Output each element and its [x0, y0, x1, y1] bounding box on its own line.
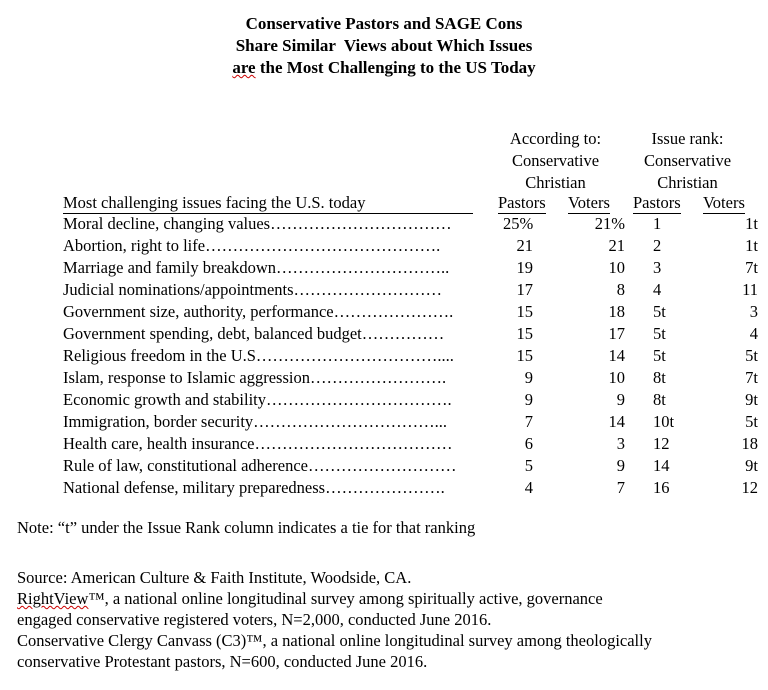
table-row	[63, 236, 763, 258]
pastors-rank-cell: 10t	[653, 412, 675, 431]
table-row	[63, 390, 763, 412]
pastors-rank-column-header: Pastors	[633, 193, 681, 212]
voters-rank-cell: 5t	[745, 346, 758, 365]
voters-percent-cell: 21	[608, 236, 625, 255]
source-line-1: Source: American Culture & Faith Institute, Woodside, CA.	[17, 568, 412, 587]
issue-cell: Abortion, right to life…………………………………….	[63, 236, 441, 255]
title-line-3-rest: the Most Challenging to the US Today	[255, 58, 536, 77]
voters-percent-cell: 8	[616, 280, 625, 299]
source-line-5: conservative Protestant pastors, N=600, conducted June 2016.	[17, 652, 428, 671]
pastors-rank-cell: 1	[653, 214, 662, 233]
source-line-2	[17, 588, 652, 609]
pastors-percent-cell: 6	[524, 434, 533, 453]
table-row	[63, 324, 763, 346]
group2-line-2: Conservative	[643, 151, 732, 170]
issue-cell: Rule of law, constitutional adherence………………………	[63, 456, 457, 475]
c3-name: Conservative Clergy Canvass (C3)	[17, 631, 247, 650]
pastors-rank-cell: 5t	[653, 346, 666, 365]
pastors-rank-cell: 14	[653, 456, 670, 475]
issue-cell: Health care, health insurance………………………………	[63, 434, 453, 453]
table-row	[63, 456, 763, 478]
table-row	[63, 434, 763, 456]
voters-percent-cell: 14	[608, 346, 625, 365]
issue-cell: Economic growth and stability…………………………….	[63, 390, 452, 409]
voters-percent-cell: 10	[608, 368, 625, 387]
table-row	[63, 280, 763, 302]
title-line-3	[0, 57, 768, 79]
issue-cell: Marriage and family breakdown…………………………..	[63, 258, 450, 277]
group2-line-3: Christian	[657, 173, 718, 192]
pastors-percent-cell: 15	[516, 324, 533, 343]
group2-line-1: Issue rank:	[651, 129, 724, 148]
pastors-rank-cell: 12	[653, 434, 670, 453]
issue-column-header: Most challenging issues facing the U.S. today	[63, 193, 473, 214]
issue-cell: Immigration, border security……………………………...	[63, 412, 448, 431]
voters-percent-cell: 3	[616, 434, 625, 453]
pastors-rank-cell: 5t	[653, 324, 666, 343]
group1-line-3: Christian	[525, 173, 586, 192]
voters-percent-cell: 10	[608, 258, 625, 277]
voters-percent-cell: 17	[608, 324, 625, 343]
source-block	[17, 567, 652, 672]
issue-cell: National defense, military preparedness………………….	[63, 478, 445, 497]
pastors-rank-cell: 8t	[653, 390, 666, 409]
note: Note: “t” under the Issue Rank column indicates a tie for that ranking	[17, 518, 476, 537]
pastors-percent-cell: 17	[516, 280, 533, 299]
voters-rank-cell: 3	[749, 302, 758, 321]
table-row	[63, 302, 763, 324]
source-line-3: engaged conservative registered voters, N=2,000, conducted June 2016.	[17, 610, 492, 629]
voters-rank-column-header: Voters	[703, 193, 745, 212]
pastors-percent-cell: 15	[516, 302, 533, 321]
title-line-1: Conservative Pastors and SAGE Cons	[245, 14, 523, 33]
pastors-rank-cell: 16	[653, 478, 670, 497]
title-line-2: Share Similar Views about Which Issues	[235, 36, 533, 55]
pastors-rank-cell: 8t	[653, 368, 666, 387]
group1-line-1: According to:	[509, 129, 602, 148]
source-line-4	[17, 630, 652, 651]
table-row	[63, 478, 763, 500]
group-header-according-to	[493, 128, 618, 194]
pastors-column-header: Pastors	[498, 193, 546, 212]
pastors-rank-cell: 5t	[653, 302, 666, 321]
voters-rank-cell: 9t	[745, 390, 758, 409]
voters-rank-cell: 5t	[745, 412, 758, 431]
issue-cell: Moral decline, changing values……………………………	[63, 214, 452, 233]
voters-rank-cell: 1t	[745, 236, 758, 255]
voters-rank-cell: 1t	[745, 214, 758, 233]
column-header-row	[63, 193, 763, 215]
voters-rank-cell: 18	[741, 434, 758, 453]
voters-rank-cell: 7t	[745, 368, 758, 387]
source-line-4-rest: ™, a national online longitudinal survey among theologically	[246, 631, 652, 650]
voters-rank-cell: 7t	[745, 258, 758, 277]
table-row	[63, 346, 763, 368]
voters-rank-cell: 11	[742, 280, 758, 299]
pastors-rank-cell: 2	[653, 236, 662, 255]
issue-cell: Judicial nominations/appointments………………………	[63, 280, 443, 299]
pastors-percent-cell: 25%	[503, 214, 534, 233]
voters-column-header: Voters	[568, 193, 610, 212]
voters-percent-cell: 9	[616, 390, 625, 409]
pastors-rank-cell: 3	[653, 258, 662, 277]
pastors-percent-cell: 7	[524, 412, 533, 431]
voters-rank-cell: 4	[749, 324, 758, 343]
pastors-rank-cell: 4	[653, 280, 662, 299]
source-line-2-rest: ™, a national online longitudinal survey among spiritually active, governance	[88, 589, 603, 608]
pastors-percent-cell: 9	[524, 390, 533, 409]
issue-cell: Islam, response to Islamic aggression…………………….	[63, 368, 447, 387]
group1-line-2: Conservative	[511, 151, 600, 170]
table-row	[63, 214, 763, 236]
voters-percent-cell: 7	[616, 478, 625, 497]
issue-cell: Government spending, debt, balanced budget……………	[63, 324, 445, 343]
voters-percent-cell: 21%	[594, 214, 625, 233]
pastors-percent-cell: 19	[516, 258, 533, 277]
pastors-percent-cell: 9	[524, 368, 533, 387]
pastors-percent-cell: 5	[524, 456, 533, 475]
voters-rank-cell: 12	[741, 478, 758, 497]
pastors-percent-cell: 15	[516, 346, 533, 365]
issue-cell: Government size, authority, performance………………….	[63, 302, 454, 321]
voters-percent-cell: 9	[616, 456, 625, 475]
voters-rank-cell: 9t	[745, 456, 758, 475]
issue-cell: Religious freedom in the U.S……………………………....	[63, 346, 454, 365]
table-row	[63, 412, 763, 434]
group-header-issue-rank	[630, 128, 745, 194]
table-row	[63, 368, 763, 390]
voters-percent-cell: 18	[608, 302, 625, 321]
voters-percent-cell: 14	[608, 412, 625, 431]
rightview-name: RightView	[17, 589, 89, 608]
pastors-percent-cell: 21	[516, 236, 533, 255]
title-line-3-prefix: are	[232, 58, 256, 77]
pastors-percent-cell: 4	[524, 478, 533, 497]
table-row	[63, 258, 763, 280]
table-title	[0, 13, 768, 79]
